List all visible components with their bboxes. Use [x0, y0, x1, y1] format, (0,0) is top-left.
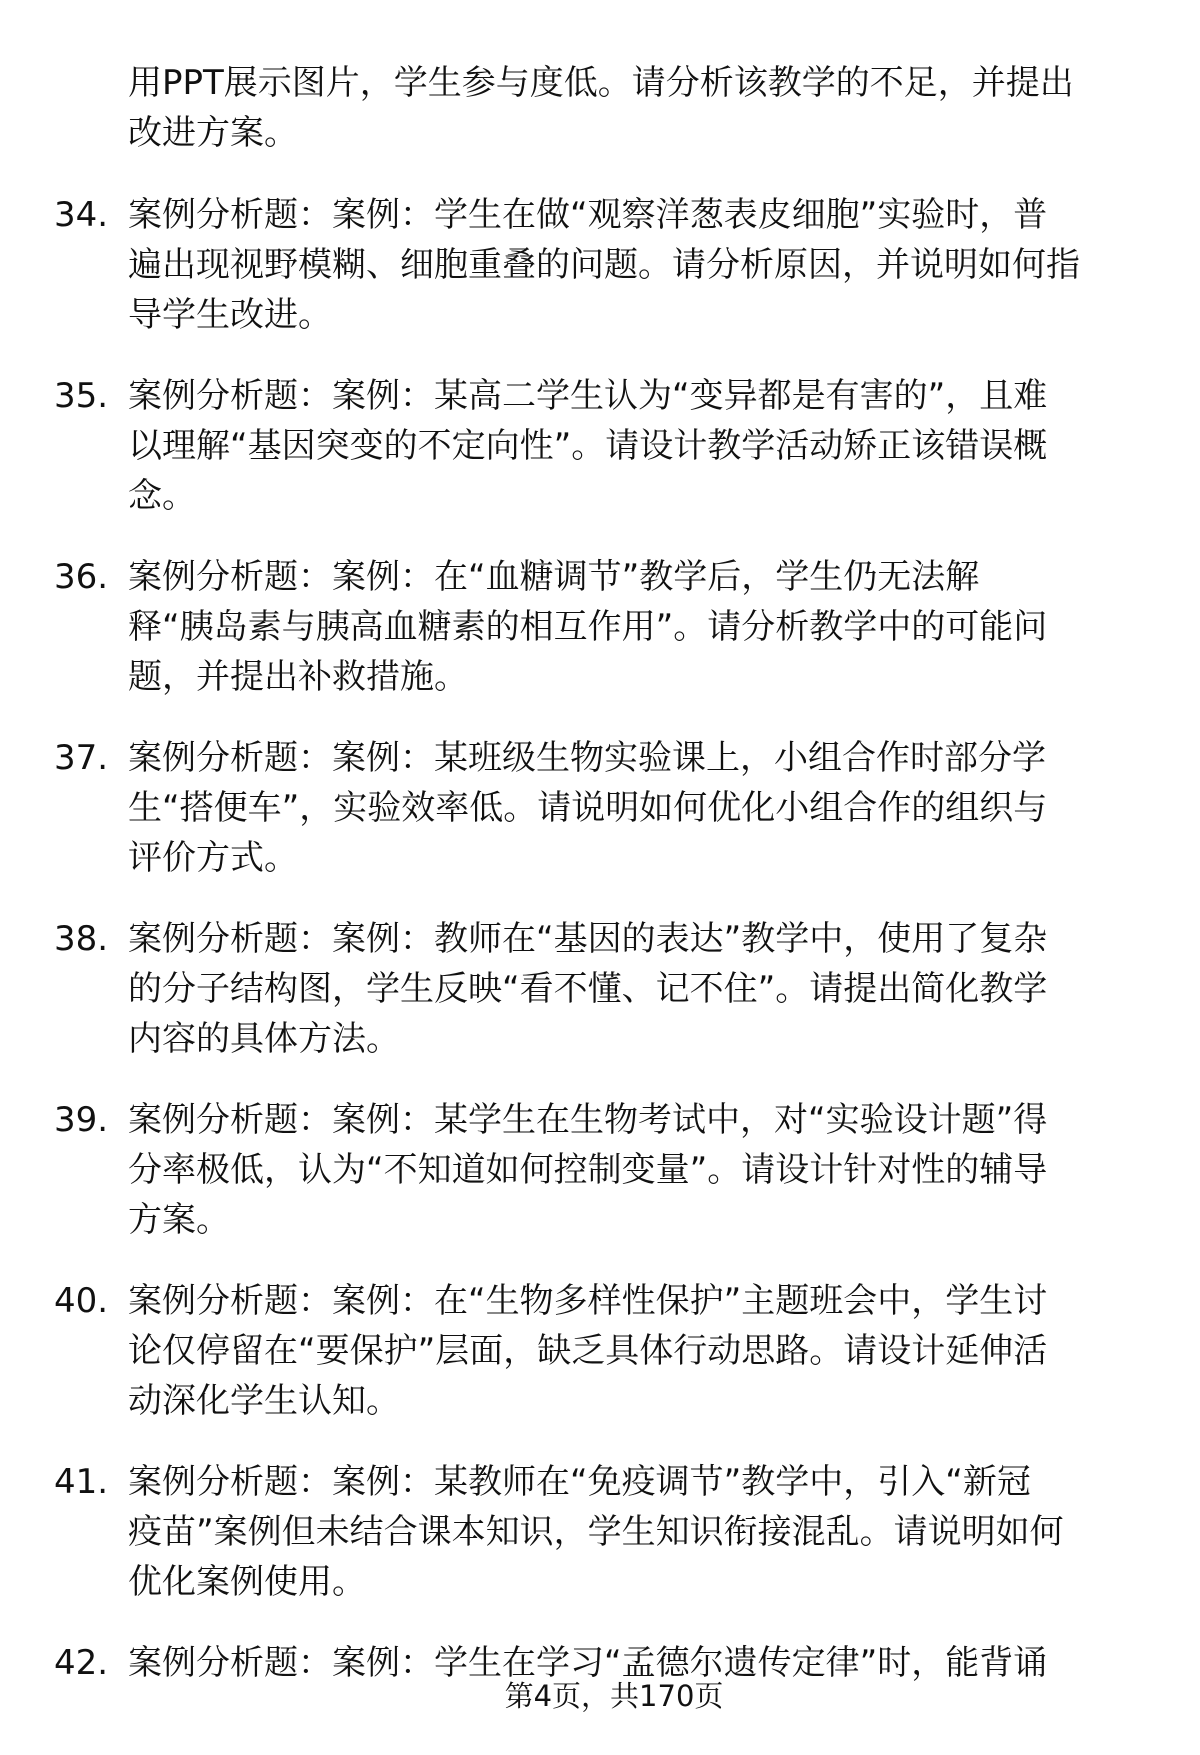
question-text	[128, 914, 1148, 1064]
question-text-line: 案例分析题：案例：某班级生物实验课上，小组合作时部分学	[128, 738, 1046, 778]
question-text-line: 方案。	[128, 1200, 230, 1240]
question-number: 41.	[54, 1462, 109, 1502]
question-text-line: 分率极低，认为“不知道如何控制变量”。请设计针对性的辅导	[128, 1150, 1048, 1190]
question-text-line: 遍出现视野模糊、细胞重叠的问题。请分析原因，并说明如何指	[128, 245, 1080, 285]
question-text	[128, 1276, 1148, 1426]
question-text-line: 案例分析题：案例：在“血糖调节”教学后，学生仍无法解	[128, 557, 980, 597]
question-number: 35.	[54, 376, 109, 416]
question-text-line: 改进方案。	[128, 113, 298, 153]
question-text	[128, 1457, 1148, 1607]
question-text-line: 的分子结构图，学生反映“看不懂、记不住”。请提出简化教学	[128, 969, 1048, 1009]
question-text-line: 案例分析题：案例：某学生在生物考试中，对“实验设计题”得	[128, 1100, 1048, 1140]
question-number: 34.	[54, 195, 109, 235]
question-number: 37.	[54, 738, 109, 778]
question-text	[128, 552, 1148, 702]
question-text	[128, 733, 1148, 883]
question-number: 40.	[54, 1281, 109, 1321]
question-number: 42.	[54, 1643, 109, 1683]
question-text-line: 案例分析题：案例：某高二学生认为“变异都是有害的”，且难	[128, 376, 1048, 416]
question-text-line: 动深化学生认知。	[128, 1381, 400, 1421]
question-text	[128, 371, 1148, 521]
page-footer: 第4页，共170页	[504, 1679, 724, 1713]
question-text	[128, 1095, 1148, 1245]
question-text-line: 内容的具体方法。	[128, 1019, 400, 1059]
question-text-line: 案例分析题：案例：教师在“基因的表达”教学中，使用了复杂	[128, 919, 1048, 959]
question-text-line: 导学生改进。	[128, 295, 332, 335]
question-text-line: 用PPT展示图片，学生参与度低。请分析该教学的不足，并提出	[128, 63, 1074, 103]
question-text-line: 优化案例使用。	[128, 1562, 366, 1602]
question-text-line: 案例分析题：案例：在“生物多样性保护”主题班会中，学生讨	[128, 1281, 1048, 1321]
question-text	[128, 58, 1148, 158]
question-text-line: 以理解“基因突变的不定向性”。请设计教学活动矫正该错误概	[128, 426, 1048, 466]
question-text-line: 案例分析题：案例：学生在做“观察洋葱表皮细胞”实验时，普	[128, 195, 1048, 235]
question-text-line: 案例分析题：案例：学生在学习“孟德尔遗传定律”时，能背诵	[128, 1643, 1048, 1683]
question-number: 39.	[54, 1100, 109, 1140]
question-text-line: 评价方式。	[128, 838, 298, 878]
question-text-line: 案例分析题：案例：某教师在“免疫调节”教学中，引入“新冠	[128, 1462, 1031, 1502]
question-text-line: 念。	[128, 476, 196, 516]
question-text-line: 论仅停留在“要保护”层面，缺乏具体行动思路。请设计延伸活	[128, 1331, 1048, 1371]
question-text-line: 疫苗”案例但未结合课本知识，学生知识衔接混乱。请说明如何	[128, 1512, 1064, 1552]
question-text-line: 生“搭便车”，实验效率低。请说明如何优化小组合作的组织与	[128, 788, 1048, 828]
question-text-line: 释“胰岛素与胰高血糖素的相互作用”。请分析教学中的可能问	[128, 607, 1048, 647]
question-text-line: 题，并提出补救措施。	[128, 657, 468, 697]
question-number: 38.	[54, 919, 109, 959]
question-number: 36.	[54, 557, 109, 597]
question-text	[128, 190, 1148, 340]
